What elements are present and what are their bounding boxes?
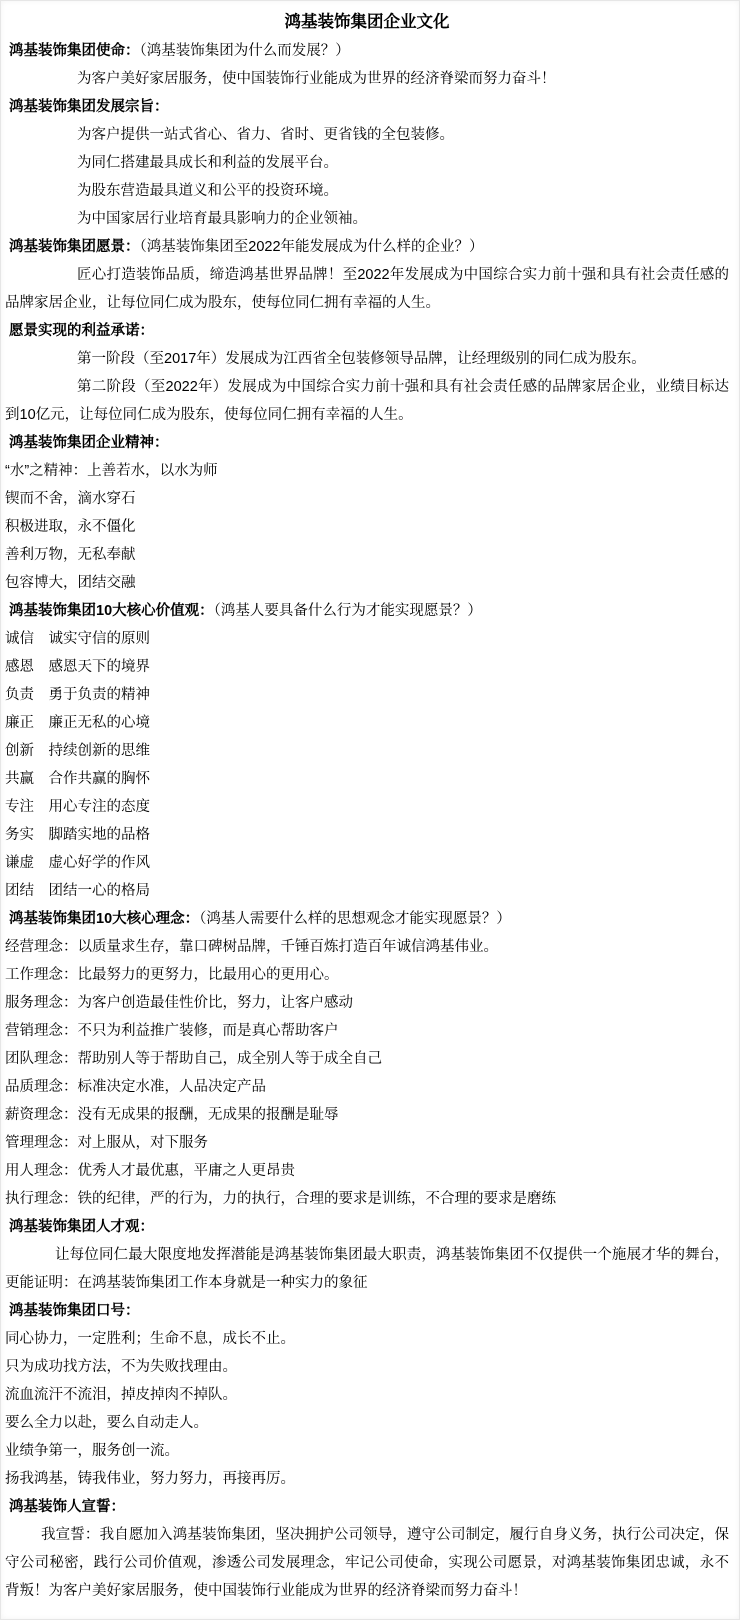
document-section <box>5 233 729 317</box>
paragraph: 要么全力以赴，要么自动走人。 <box>5 1415 208 1431</box>
section-heading-label: 鸿基装饰集团使命： <box>9 43 140 59</box>
paragraph: 营销理念：不只为利益推广装修，而是真心帮助客户 <box>5 1023 339 1039</box>
paragraph: 经营理念：以质量求生存，靠口碑树品牌，千锤百炼打造百年诚信鸿基伟业。 <box>5 939 498 955</box>
document-section <box>5 317 729 429</box>
paragraph: 执行理念：铁的纪律，严的行为，力的执行，合理的要求是训练，不合理的要求是磨练 <box>5 1191 556 1207</box>
section-heading-label: 鸿基装饰集团口号： <box>9 1303 140 1319</box>
section-heading <box>5 37 729 65</box>
paragraph: 包容博大，团结交融 <box>5 575 136 591</box>
paragraph: 为股东营造最具道义和公平的投资环境。 <box>77 183 338 199</box>
section-heading <box>5 317 729 345</box>
document-section <box>5 1213 729 1297</box>
section-heading <box>5 93 729 121</box>
paragraph: 感恩 感恩天下的境界 <box>5 659 150 675</box>
section-heading-note: （鸿基人需要什么样的思想观念才能实现愿景？） <box>199 911 511 927</box>
paragraph: 专注 用心专注的态度 <box>5 799 150 815</box>
paragraph: 为客户美好家居服务，使中国装饰行业能成为世界的经济脊梁而努力奋斗！ <box>77 71 556 87</box>
document-section <box>5 1297 729 1493</box>
paragraph: 扬我鸿基，铸我伟业，努力努力，再接再厉。 <box>5 1471 295 1487</box>
section-heading <box>5 429 729 457</box>
paragraph: 品质理念：标准决定水准，人品决定产品 <box>5 1079 266 1095</box>
document-section <box>5 1493 729 1605</box>
document-section <box>5 905 729 1213</box>
paragraph: 服务理念：为客户创造最佳性价比，努力，让客户感动 <box>5 995 353 1011</box>
paragraph: 匠心打造装饰品质，缔造鸿基世界品牌！至2022年发展成为中国综合实力前十强和具有社会责任感的品牌家居企业，让每位同仁成为股东，使每位同仁拥有幸福的人生。 <box>5 267 729 311</box>
section-heading <box>5 1493 729 1521</box>
paragraph: 业绩争第一，服务创一流。 <box>5 1443 179 1459</box>
section-heading <box>5 1213 729 1241</box>
document-section <box>5 93 729 233</box>
paragraph: 积极进取，永不僵化 <box>5 519 136 535</box>
paragraph: 同心协力，一定胜利；生命不息，成长不止。 <box>5 1331 295 1347</box>
section-heading-label: 鸿基装饰集团愿景： <box>9 239 140 255</box>
section-heading <box>5 905 729 933</box>
paragraph: 务实 脚踏实地的品格 <box>5 827 150 843</box>
paragraph: “水”之精神：上善若水，以水为师 <box>5 463 218 479</box>
paragraph: 薪资理念：没有无成果的报酬，无成果的报酬是耻辱 <box>5 1107 339 1123</box>
section-heading <box>5 233 729 261</box>
section-heading-label: 鸿基装饰集团10大核心价值观： <box>9 603 214 619</box>
paragraph: 流血流汗不流泪，掉皮掉肉不掉队。 <box>5 1387 237 1403</box>
section-heading-note: （鸿基装饰集团为什么而发展？） <box>139 43 350 59</box>
paragraph: 团结 团结一心的格局 <box>5 883 150 899</box>
paragraph: 谦虚 虚心好学的作风 <box>5 855 150 871</box>
document-section <box>5 597 729 905</box>
section-heading-note: （鸿基人要具备什么行为才能实现愿景？） <box>213 603 482 619</box>
section-heading-label: 鸿基装饰人宣誓： <box>9 1499 125 1515</box>
paragraph: 团队理念：帮助别人等于帮助自己，成全别人等于成全自己 <box>5 1051 382 1067</box>
section-heading-label: 鸿基装饰集团10大核心理念： <box>9 911 200 927</box>
document-section <box>5 37 729 93</box>
paragraph: 为客户提供一站式省心、省力、省时、更省钱的全包装修。 <box>77 127 454 143</box>
document-title: 鸿基装饰集团企业文化 <box>284 13 450 31</box>
section-heading-label: 鸿基装饰集团企业精神： <box>9 435 169 451</box>
paragraph: 工作理念：比最努力的更努力，比最用心的更用心。 <box>5 967 339 983</box>
section-heading <box>5 597 729 625</box>
document-sections <box>5 37 729 1605</box>
paragraph: 用人理念：优秀人才最优惠，平庸之人更昂贵 <box>5 1163 295 1179</box>
section-heading-label: 鸿基装饰集团人才观： <box>9 1219 154 1235</box>
paragraph: 为中国家居行业培育最具影响力的企业领袖。 <box>77 211 367 227</box>
section-heading-label: 鸿基装饰集团发展宗旨： <box>9 99 169 115</box>
paragraph: 共赢 合作共赢的胸怀 <box>5 771 150 787</box>
section-heading <box>5 1297 729 1325</box>
paragraph: 锲而不舍，滴水穿石 <box>5 491 136 507</box>
paragraph: 我宣誓：我自愿加入鸿基装饰集团，坚决拥护公司领导，遵守公司制定，履行自身义务，执行公司决定，保守公司秘密，践行公司价值观，渗透公司发展理念，牢记公司使命，实现公司愿景，对鸿基装饰集团忠诚，永不背叛！为客户美好家居服务，使中国装饰行业能成为世界的经济脊梁而努力奋斗！ <box>5 1527 729 1599</box>
paragraph: 让每位同仁最大限度地发挥潜能是鸿基装饰集团最大职责，鸿基装饰集团不仅提供一个施展才华的舞台，更能证明：在鸿基装饰集团工作本身就是一种实力的象征 <box>5 1247 729 1291</box>
paragraph: 管理理念：对上服从，对下服务 <box>5 1135 208 1151</box>
paragraph: 第一阶段（至2017年）发展成为江西省全包装修领导品牌，让经理级别的同仁成为股东。 <box>77 351 646 367</box>
paragraph: 廉正 廉正无私的心境 <box>5 715 150 731</box>
paragraph: 负责 勇于负责的精神 <box>5 687 150 703</box>
document-section <box>5 429 729 597</box>
paragraph: 创新 持续创新的思维 <box>5 743 150 759</box>
paragraph: 只为成功找方法，不为失败找理由。 <box>5 1359 237 1375</box>
section-heading-note: （鸿基装饰集团至2022年能发展成为什么样的企业？） <box>139 239 484 255</box>
paragraph: 为同仁搭建最具成长和利益的发展平台。 <box>77 155 338 171</box>
paragraph: 诚信 诚实守信的原则 <box>5 631 150 647</box>
paragraph: 第二阶段（至2022年）发展成为中国综合实力前十强和具有社会责任感的品牌家居企业，业绩目标达到10亿元，让每位同仁成为股东，使每位同仁拥有幸福的人生。 <box>5 379 729 423</box>
section-heading-label: 愿景实现的利益承诺： <box>9 323 154 339</box>
paragraph: 善利万物，无私奉献 <box>5 547 136 563</box>
